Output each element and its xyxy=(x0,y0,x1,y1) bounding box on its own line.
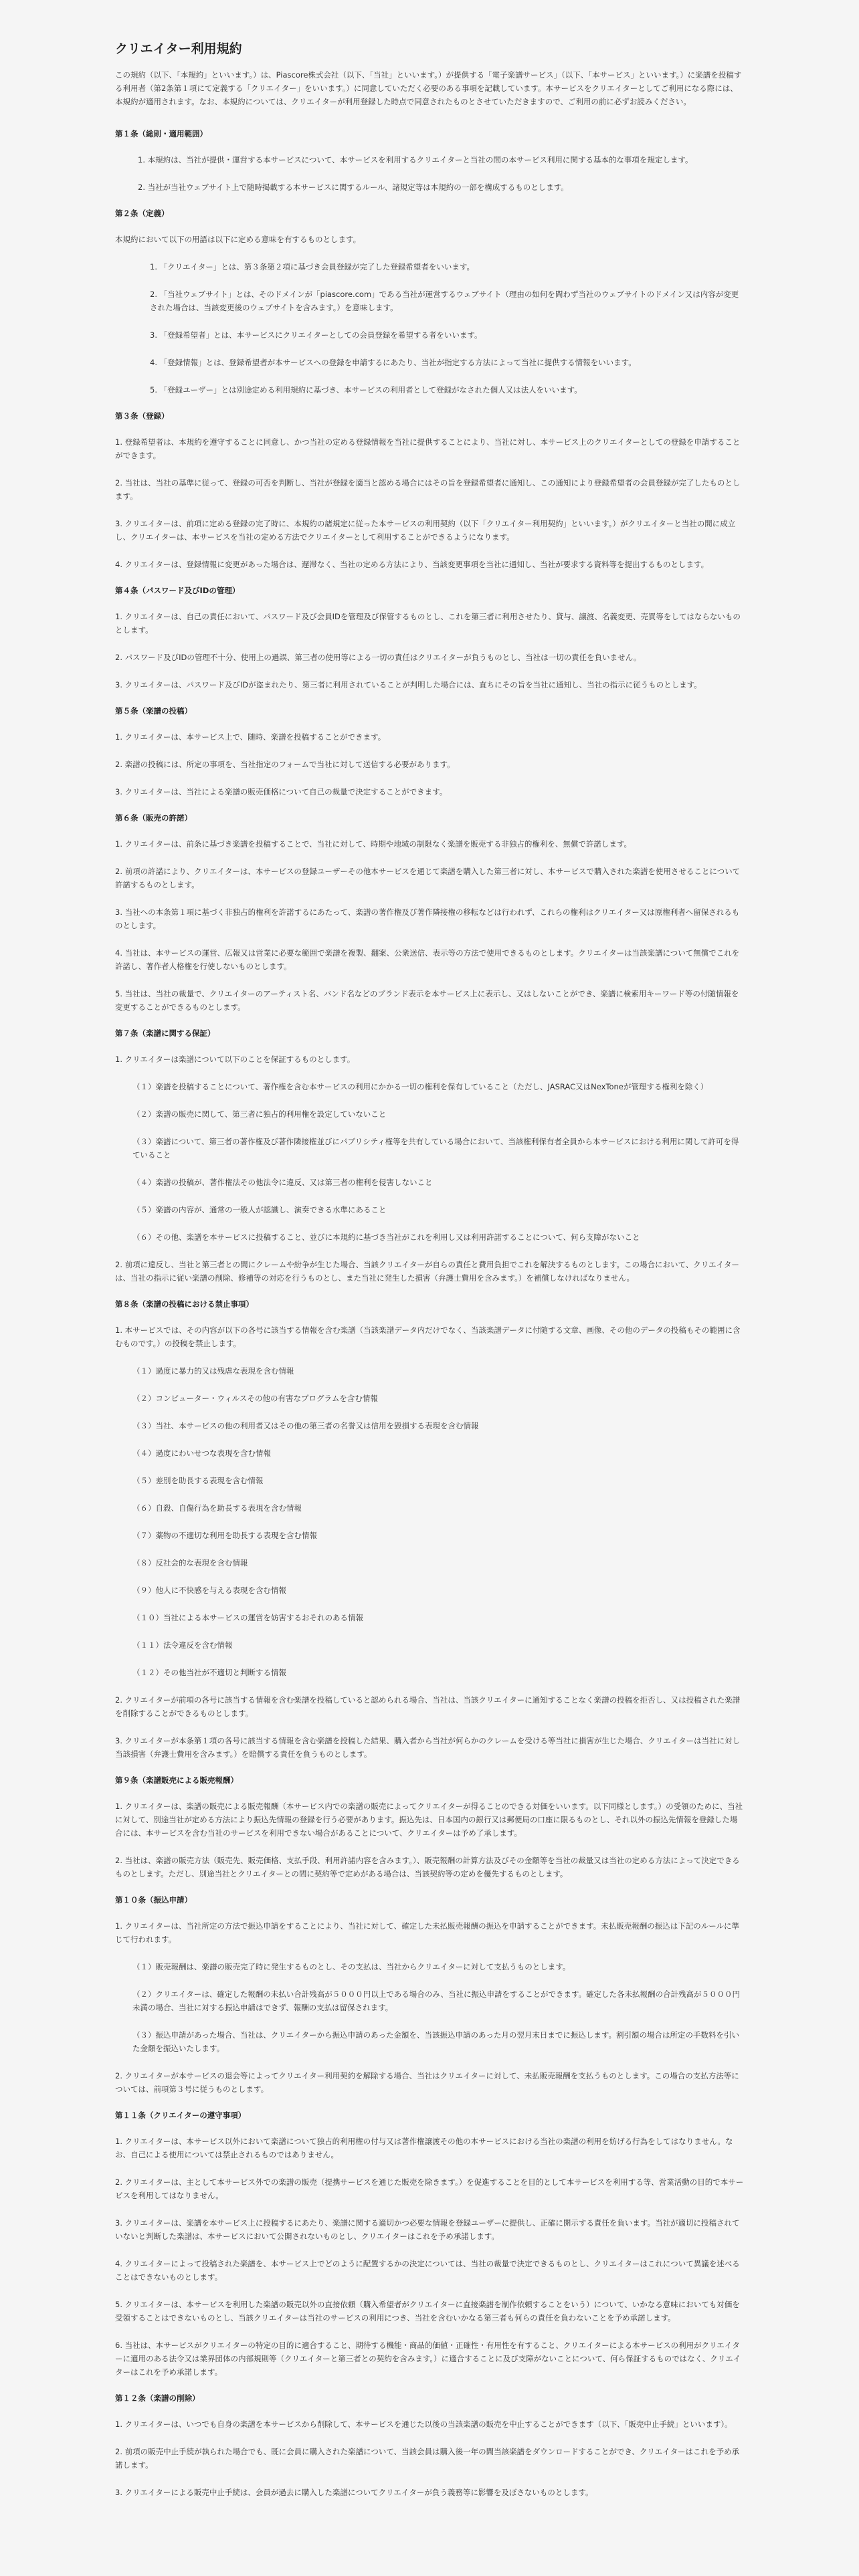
list-item: （９）他人に不快感を与える表現を含む情報 xyxy=(132,1586,286,1595)
list-item: （４）楽譜の投稿が、著作権法その他法令に違反、又は第三者の権利を侵害しないこと xyxy=(132,1178,433,1187)
article-heading: 第１１条（クリエイターの遵守事項） xyxy=(115,2111,246,2120)
clause: 1. クリエイターは、当社所定の方法で振込申請をすることにより、当社に対して、確定した未払販売報酬の振込を申請することができます。未払販売報酬の振込は下記のルールに準じて行われます。 xyxy=(115,1921,740,1944)
list-item: （８）反社会的な表現を含む情報 xyxy=(132,1558,248,1568)
article-1 xyxy=(115,128,744,194)
clause: 3. クリエイターは、前項に定める登録の完了時に、本規約の諸規定に従った本サービスの利用契約（以下「クリエイター利用契約」といいます。）がクリエイターと当社の間に成立し、クリエイターは、本サービスを当社の定める方法でクリエイターとして利用することができるようになります。 xyxy=(115,519,736,542)
definition-item: 5. 「登録ユーザー」とは別途定める利用規約に基づき、本サービスの利用者として登録がなされた個人又は法人をいいます。 xyxy=(150,385,582,395)
list-item: （３）当社、本サービスの他の利用者又はその他の第三者の名誉又は信用を毀損する表現を含む情報 xyxy=(132,1421,479,1430)
clause: 4. 当社は、本サービスの運営、広報又は営業に必要な範囲で楽譜を複製、翻案、公衆送信、表示等の方法で使用できるものとします。クリエイターは当該楽譜について無償でこれを許諾し、著作者人格権を行使しないものとします。 xyxy=(115,948,740,971)
article-3 xyxy=(115,411,744,571)
article-heading: 第３条（登録） xyxy=(115,411,169,421)
clause: 2. 当社は、当社の基準に従って、登録の可否を判断し、当社が登録を適当と認める場合にはその旨を登録希望者に通知し、この通知により登録希望者の会員登録が完了したものとします。 xyxy=(115,478,741,501)
definition-item: 2. 「当社ウェブサイト」とは、そのドメインが「piascore.com」である当社が運営するウェブサイト（理由の如何を問わず当社のウェブサイトのドメイン又は内容が変更された場合は、当該変更後のウェブサイトを含みます。）を意味します。 xyxy=(150,290,739,312)
list-item: （１２）その他当社が不適切と判断する情報 xyxy=(132,1668,286,1677)
list-item: （３）振込申請があった場合、当社は、クリエイターから振込申請のあった金額を、当該振込申請のあった月の翌月末日までに振込します。割引額の場合は所定の手数料を引いた金額を振込いたします。 xyxy=(132,2030,739,2053)
article-11 xyxy=(115,2110,744,2379)
article-heading: 第７条（楽譜に関する保証） xyxy=(115,1029,215,1038)
article-heading: 第６条（販売の許諾） xyxy=(115,813,192,823)
list-item: （２）コンピューター・ウィルスその他の有害なプログラムを含む情報 xyxy=(132,1394,378,1403)
clause: 1. クリエイターは楽譜について以下のことを保証するものとします。 xyxy=(115,1055,355,1064)
list-item: （１）販売報酬は、楽譜の販売完了時に発生するものとし、その支払は、当社からクリエイターに対して支払うものとします。 xyxy=(132,1962,571,1971)
clause: 2. 楽譜の投稿には、所定の事項を、当社指定のフォームで当社に対して送信する必要があります。 xyxy=(115,760,455,769)
clause: 6. 当社は、本サービスがクリエイターの特定の目的に適合すること、期待する機能・商品的価値・正確性・有用性を有すること、クリエイターによる本サービスの利用がクリエイターに適用のある法令又は業界団体の内部規則等（クリエイターと第三者との契約を含みます。）に適合することに及び支障がないことについて、何ら保証するものではなく、クリエイターはこれを予め承諾します。 xyxy=(115,2341,741,2377)
definition-item: 4. 「登録情報」とは、登録希望者が本サービスへの登録を申請するにあたり、当社が指定する方法によって当社に提供する情報をいいます。 xyxy=(150,358,636,367)
clause: 2. 前項の許諾により、クリエイターは、本サービスの登録ユーザーその他本サービスを通じて楽譜を購入した第三者に対し、本サービスで購入された楽譜を使用させることについて許諾するものとします。 xyxy=(115,867,741,889)
clause: 1. クリエイターは、いつでも自身の楽譜を本サービスから削除して、本サービスを通じた以後の当該楽譜の販売を中止することができます（以下、「販売中止手続」といいます）。 xyxy=(115,2420,733,2429)
article-heading: 第５条（楽譜の投稿） xyxy=(115,706,192,716)
list-item: （３）楽譜について、第三者の著作権及び著作隣接権並びにパブリシティ権等を共有している場合において、当該権利保有者全員から本サービスにおける利用に関して許可を得ていること xyxy=(132,1137,739,1160)
article-12 xyxy=(115,2393,744,2499)
article-heading: 第１条（総則・適用範囲） xyxy=(115,129,207,138)
clause: 5. クリエイターは、本サービスを利用した楽譜の販売以外の直接依頼（購入希望者がクリエイターに直接楽譜を制作依頼することをいう）について、いかなる意味においても対価を受領することはできないものとし、当該クリエイターは当社のサービスの利用につき、当社を含むいかなる第三者も何らの責任を負わないことを予め承諾します。 xyxy=(115,2300,740,2323)
clause: 3. クリエイターは、パスワード及びIDが盗まれたり、第三者に利用されていることが判明した場合には、直ちにその旨を当社に通知し、当社の指示に従うものとします。 xyxy=(115,680,702,689)
clause: 1. 本サービスでは、その内容が以下の各号に該当する情報を含む楽譜（当該楽譜データ内だけでなく、当該楽譜データに付随する文章、画像、その他のデータの投稿もその範囲に含むものです。）の投稿を禁止します。 xyxy=(115,1325,741,1348)
clause: 3. クリエイターは、楽譜を本サービス上に投稿するにあたり、楽譜に関する適切かつ必要な情報を登録ユーザーに提供し、正確に開示する責任を負います。当社が適切に投稿されていないと判断した楽譜は、本サービスにおいて公開されないものとし、クリエイターはこれを予め承諾します。 xyxy=(115,2218,740,2241)
clause: 2. 当社は、楽譜の販売方法（販売先、販売価格、支払手段、利用許諾内容を含みます。）、販売報酬の計算方法及びその金額等を当社の裁量又は当社の定める方法によって決定できるものとします。ただし、別途当社とクリエイターとの間に契約等で定めがある場合は、当該契約等の定めを優先するものとします。 xyxy=(115,1856,740,1879)
list-item: （６）自殺、自傷行為を助長する表現を含む情報 xyxy=(132,1503,302,1513)
clause: 1. クリエイターは、本サービス以外において楽譜について独占的利用権の付与又は著作権譲渡その他の本サービスにおける当社の楽譜の利用を妨げる行為をしてはなりません。なお、自己による使用については禁止されるものではありません。 xyxy=(115,2137,733,2159)
clause: 2. クリエイターが前項の各号に該当する情報を含む楽譜を投稿していると認められる場合、当社は、当該クリエイターに通知することなく楽譜の投稿を拒否し、又は投稿された楽譜を削除することができるものとします。 xyxy=(115,1695,741,1718)
clause: 2. パスワード及びIDの管理不十分、使用上の過誤、第三者の使用等による一切の責任はクリエイターが負うものとし、当社は一切の責任を負いません。 xyxy=(115,653,642,662)
page-title: クリエイター利用規約 xyxy=(115,41,242,56)
clause: 3. クリエイターによる販売中止手続は、会員が過去に購入した楽譜についてクリエイターが負う義務等に影響を及ぼさないものとします。 xyxy=(115,2488,593,2497)
article-8 xyxy=(115,1299,744,1761)
definition-item: 3. 「登録希望者」とは、本サービスにクリエイターとしての会員登録を希望する者をいいます。 xyxy=(150,330,482,340)
clause: 2. 当社が当社ウェブサイト上で随時掲載する本サービスに関するルール、諸規定等は本規約の一部を構成するものとします。 xyxy=(138,183,569,192)
definition-item: 1. 「クリエイター」とは、第３条第２項に基づき会員登録が完了した登録希望者をいいます。 xyxy=(150,262,474,272)
list-item: （１０）当社による本サービスの運営を妨害するおそれのある情報 xyxy=(132,1613,363,1622)
clause: 2. クリエイターは、主として本サービス外での楽譜の販売（提携サービスを通じた販売を除きます。）を促進することを目的として本サービスを利用する等、営業活動の目的で本サービスを利用してはなりません。 xyxy=(115,2177,744,2200)
article-4 xyxy=(115,585,744,691)
intro-paragraph: この規約（以下、「本規約」といいます。）は、Piascore株式会社（以下、「当社」といいます。）が提供する「電子楽譜サービス」（以下、「本サービス」といいます。）に楽譜を投稿する利用者（第2条第１項にて定義する「クリエイター」をいいます。）に同意していただく必要のある事項を記載しています。本サービスをクリエイターとしてご利用になる際には、本規約が適用されます。なお、本規約については、クリエイターが利用登録した時点で同意されたものとさせていただきますので、ご利用の前に必ずお読みください。 xyxy=(115,70,742,106)
clause: 4. クリエイターによって投稿された楽譜を、本サービス上でどのように配置するかの決定については、当社の裁量で決定できるものとし、クリエイターはこれについて異議を述べることはできないものとします。 xyxy=(115,2259,740,2282)
list-item: （７）薬物の不適切な利用を助長する表現を含む情報 xyxy=(132,1531,317,1540)
article-heading: 第１２条（楽譜の削除） xyxy=(115,2393,200,2403)
list-item: （６）その他、楽譜を本サービスに投稿すること、並びに本規約に基づき当社がこれを利用し又は利用許諾することについて、何ら支障がないこと xyxy=(132,1232,640,1242)
article-9 xyxy=(115,1775,744,1881)
article-heading: 第８条（楽譜の投稿における禁止事項） xyxy=(115,1299,254,1309)
clause: 2. 前項に違反し、当社と第三者との間にクレームや紛争が生じた場合、当該クリエイターが自らの責任と費用負担でこれを解決するものとします。この場合において、クリエイターは、当社の指示に従い楽譜の削除、修補等の対応を行うものとし、また当社に発生した損害（弁護士費用を含みます。）を補償しなければなりません。 xyxy=(115,1260,740,1283)
list-item: （４）過度にわいせつな表現を含む情報 xyxy=(132,1448,271,1458)
clause: 1. 登録希望者は、本規約を遵守することに同意し、かつ当社の定める登録情報を当社に提供することにより、当社に対し、本サービス上のクリエイターとしての登録を申請することができます。 xyxy=(115,437,741,460)
terms-document xyxy=(115,0,744,2499)
list-item: （１１）法令違反を含む情報 xyxy=(132,1640,233,1650)
article-2 xyxy=(115,208,744,397)
article-heading: 第９条（楽譜販売による販売報酬） xyxy=(115,1776,238,1785)
clause: 2. クリエイターが本サービスの退会等によってクリエイター利用契約を解除する場合、当社はクリエイターに対して、未払販売報酬を支払うものとします。この場合の支払方法等については、前項第３号に従うものとします。 xyxy=(115,2071,739,2094)
list-item: （１）過度に暴力的又は残虐な表現を含む情報 xyxy=(132,1366,294,1376)
list-item: （５）楽譜の内容が、通常の一般人が認識し、演奏できる水準にあること xyxy=(132,1205,387,1214)
clause: 1. クリエイターは、自己の責任において、パスワード及び会員IDを管理及び保管するものとし、これを第三者に利用させたり、貸与、譲渡、名義変更、売買等をしてはならないものとします。 xyxy=(115,612,741,635)
article-heading: 第４条（パスワード及びIDの管理） xyxy=(115,586,240,595)
article-7 xyxy=(115,1028,744,1285)
list-item: （５）差別を助長する表現を含む情報 xyxy=(132,1476,264,1485)
clause: 4. クリエイターは、登録情報に変更があった場合は、遅滞なく、当社の定める方法により、当該変更事項を当社に通知し、当社が要求する資料等を提出するものとします。 xyxy=(115,560,709,569)
clause: 1. 本規約は、当社が提供・運営する本サービスについて、本サービスを利用するクリエイターと当社の間の本サービス利用に関する基本的な事項を規定します。 xyxy=(138,155,693,165)
article-heading: 第２条（定義） xyxy=(115,209,169,218)
article-6 xyxy=(115,813,744,1014)
clause: 3. クリエイターが本条第１項の各号に該当する情報を含む楽譜を投稿した結果、購入者から当社が何らかのクレームを受ける等当社に損害が生じた場合、クリエイターは当社に対し当該損害（弁護士費用を含みます。）を賠償する責任を負うものとします。 xyxy=(115,1736,741,1759)
clause: 本規約において以下の用語は以下に定める意味を有するものとします。 xyxy=(115,235,361,244)
clause: 3. クリエイターは、当社による楽譜の販売価格について自己の裁量で決定することができます。 xyxy=(115,787,448,796)
clause: 3. 当社への本条第１項に基づく非独占的権利を許諾するにあたって、楽譜の著作権及び著作隣接権の移転などは行われず、これらの権利はクリエイター又は原権利者へ留保されるものとします。 xyxy=(115,907,740,930)
article-10 xyxy=(115,1895,744,2096)
clause: 5. 当社は、当社の裁量で、クリエイターのアーティスト名、バンド名などのブランド表示を本サービス上に表示し、又はしないことができ、楽譜に検索用キーワード等の付随情報を変更することができるものとします。 xyxy=(115,989,739,1012)
list-item: （１）楽譜を投稿することについて、著作権を含む本サービスの利用にかかる一切の権利を保有していること（ただし、JASRAC又はNexToneが管理する権利を除く） xyxy=(132,1082,708,1091)
clause: 1. クリエイターは、楽譜の販売による販売報酬（本サービス内での楽譜の販売によってクリエイターが得ることのできる対価をいいます。以下同様とします。）の受領のために、当社に対して、別途当社が定める方法により振込先情報の登録を行う必要があります。振込先は、日本国内の銀行又は郵便局の口座に限るものとし、それ以外の振込先情報を登録した場合には、本サービスを含む当社のサービスを利用できない場合があることについて、クリエイターは予め了承します。 xyxy=(115,1802,743,1838)
clause: 1. クリエイターは、本サービス上で、随時、楽譜を投稿することができます。 xyxy=(115,732,386,742)
article-5 xyxy=(115,706,744,798)
article-heading: 第１０条（振込申請） xyxy=(115,1895,192,1905)
clause: 2. 前項の販売中止手続が執られた場合でも、既に会員に購入された楽譜について、当該会員は購入後一年の間当該楽譜をダウンロードすることができ、クリエイターはこれを予め承諾します。 xyxy=(115,2447,740,2470)
clause: 1. クリエイターは、前条に基づき楽譜を投稿することで、当社に対して、時期や地域の制限なく楽譜を販売する非独占的権利を、無償で許諾します。 xyxy=(115,839,632,849)
list-item: （２）クリエイターは、確定した報酬の未払い合計残高が５０００円以上である場合のみ、当社に振込申請をすることができます。確定した各未払報酬の合計残高が５０００円未満の場合、当社に対する振込申請はできず、報酬の支払は留保されます。 xyxy=(132,1990,741,2012)
list-item: （２）楽譜の販売に関して、第三者に独占的利用権を設定していないこと xyxy=(132,1109,387,1119)
